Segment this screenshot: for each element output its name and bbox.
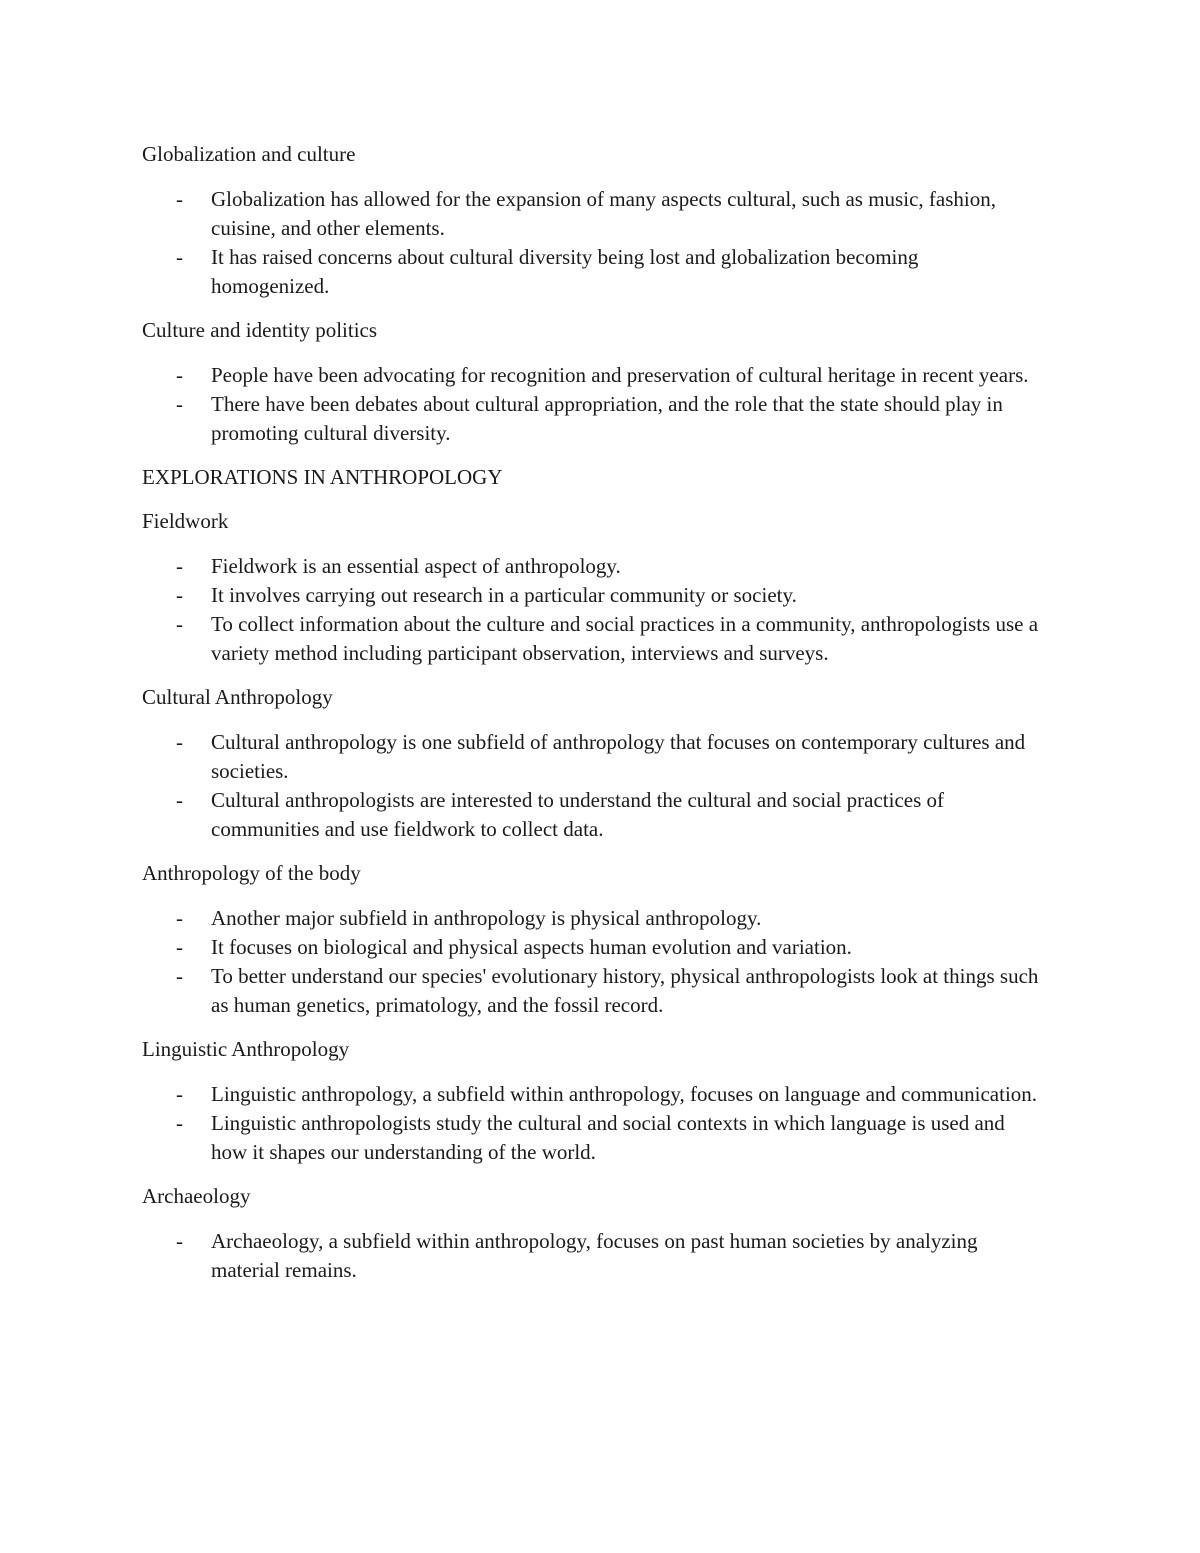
document-page [142,140,1042,1300]
list-item-text: There have been debates about cultural appropriation, and the role that the state should play in promoting cultural diversity. [211,392,1003,445]
list-item [142,962,1042,1020]
section-heading: Fieldwork [142,509,229,533]
list-item [142,904,1042,933]
section-heading: Anthropology of the body [142,861,361,885]
bullet-dash: - [176,245,183,269]
bullet-list [142,904,1042,1020]
list-item [142,361,1042,390]
bullet-list [142,1227,1042,1285]
list-item [142,1080,1042,1109]
list-item-text: Cultural anthropologists are interested to understand the cultural and social practices of communities and use fieldwork to collect data. [211,788,945,841]
section-heading: Culture and identity politics [142,318,378,342]
bullet-dash: - [176,363,183,387]
bullet-list [142,361,1042,448]
bullet-dash: - [176,964,183,988]
list-item-text: Cultural anthropology is one subfield of anthropology that focuses on contemporary cultures and societies. [211,730,1026,783]
list-item [142,1227,1042,1285]
section-heading: Linguistic Anthropology [142,1037,350,1061]
bullet-dash: - [176,1111,183,1135]
bullet-dash: - [176,935,183,959]
bullet-dash: - [176,1082,183,1106]
list-item [142,728,1042,786]
list-item [142,933,1042,962]
bullet-list [142,185,1042,301]
list-item-text: Fieldwork is an essential aspect of anthropology. [211,554,621,578]
bullet-list [142,552,1042,668]
bullet-dash: - [176,730,183,754]
list-item [142,390,1042,448]
list-item-text: People have been advocating for recognition and preservation of cultural heritage in recent years. [211,363,1029,387]
bullet-dash: - [176,1229,183,1253]
list-item [142,581,1042,610]
list-item-text: To collect information about the culture and social practices in a community, anthropologists use a variety method including participant observation, interviews and surveys. [211,612,1039,665]
section-heading: Globalization and culture [142,142,356,166]
bullet-dash: - [176,187,183,211]
bullet-dash: - [176,612,183,636]
list-item [142,786,1042,844]
bullet-dash: - [176,906,183,930]
bullet-list [142,1080,1042,1167]
list-item-text: It focuses on biological and physical aspects human evolution and variation. [211,935,852,959]
list-item-text: To better understand our species' evolutionary history, physical anthropologists look at things such as human genetics, primatology, and the fossil record. [211,964,1039,1017]
list-item-text: It has raised concerns about cultural diversity being lost and globalization becoming homogenized. [211,245,919,298]
document-section-title: EXPLORATIONS IN ANTHROPOLOGY [142,465,503,489]
section-heading: Cultural Anthropology [142,685,333,709]
list-item [142,185,1042,243]
bullet-dash: - [176,583,183,607]
list-item-text: Archaeology, a subfield within anthropology, focuses on past human societies by analyzing material remains. [211,1229,978,1282]
bullet-list [142,728,1042,844]
bullet-dash: - [176,788,183,812]
list-item [142,1109,1042,1167]
bullet-dash: - [176,554,183,578]
list-item-text: Globalization has allowed for the expansion of many aspects cultural, such as music, fashion, cuisine, and other elements. [211,187,996,240]
section-heading: Archaeology [142,1184,251,1208]
list-item [142,243,1042,301]
list-item-text: Another major subfield in anthropology is physical anthropology. [211,906,762,930]
list-item-text: Linguistic anthropology, a subfield within anthropology, focuses on language and communication. [211,1082,1038,1106]
list-item [142,610,1042,668]
list-item [142,552,1042,581]
list-item-text: Linguistic anthropologists study the cultural and social contexts in which language is used and how it shapes our understanding of the world. [211,1111,1005,1164]
bullet-dash: - [176,392,183,416]
list-item-text: It involves carrying out research in a particular community or society. [211,583,797,607]
